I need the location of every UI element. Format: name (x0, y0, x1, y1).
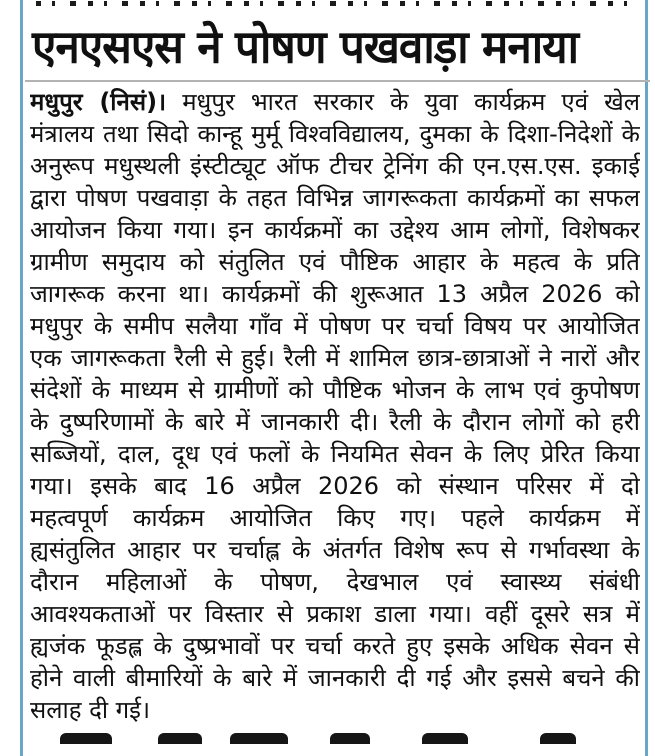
body-line: सब्जियों, दाल, दूध एवं फलों के नियमित सेवन के लिए प्रेरित किया (30, 439, 640, 468)
cropped-glyph-fragment (540, 733, 576, 744)
body-line: आयोजन किया गया। इन कार्यक्रमों का उद्देश्य आम लोगों, विशेषकर (30, 215, 640, 244)
article-headline: एनएसएस ने पोषण पखवाड़ा मनाया (32, 21, 579, 75)
body-line: एक जागरूकता रैली से हुई। रैली में शामिल छात्र-छात्राओं ने नारों और (30, 343, 640, 372)
body-line: दौरान महिलाओं के पोषण, देखभाल एवं स्वास्थ्य संबंधी (30, 567, 640, 596)
dateline: मधुपुर (निसं)। (30, 87, 167, 116)
body-line: अनुरूप मधुस्थली इंस्टीट्यूट ऑफ टीचर ट्रेनिंग की एन.एस.एस. इकाई (30, 151, 640, 180)
body-line: सलाह दी गई। (30, 695, 151, 724)
right-column-rule (645, 0, 648, 756)
headline-divider-rule (25, 80, 650, 82)
cropped-bottom-line (30, 730, 640, 744)
body-line (30, 86, 640, 118)
article-column (30, 0, 640, 744)
left-column-rule (20, 0, 23, 756)
cropped-glyph-fragment (330, 733, 370, 744)
body-line: महत्वपूर्ण कार्यक्रम आयोजित किए गए। पहले कार्यक्रम में (30, 503, 640, 532)
cropped-glyph-fragment (230, 733, 288, 744)
cropped-glyph-fragment (60, 733, 112, 744)
body-line: ह्यसंतुलित आहार पर चर्चाह्ल के अंतर्गत विशेष रूप से गर्भावस्था के (30, 535, 640, 564)
body-line: ह्यजंक फूडह्ल के दुष्प्रभावों पर चर्चा करते हुए इसके अधिक सेवन से (30, 631, 640, 660)
cropped-top-line (30, 0, 640, 13)
body-line: जागरूक करना था। कार्यक्रमों की शुरूआत 13 अप्रैल 2026 को (30, 279, 640, 308)
article-body (30, 86, 640, 726)
body-line: संदेशों के माध्यम से ग्रामीणों को पौष्टिक भोजन के लाभ एवं कुपोषण (30, 375, 640, 404)
cropped-text-fragments (36, 1, 636, 6)
body-line: मधुपुर के समीप सलैया गाँव में पोषण पर चर्चा विषय पर आयोजित (30, 311, 640, 340)
body-line-text: मधुपुर भारत सरकार के युवा कार्यक्रम एवं खेल (182, 87, 640, 116)
body-line: गया। इसके बाद 16 अप्रैल 2026 को संस्थान परिसर में दो (30, 471, 640, 500)
body-line: होने वाली बीमारियों के बारे में जानकारी दी गई और इससे बचने की (30, 663, 640, 692)
body-line: आवश्यकताओं पर विस्तार से प्रकाश डाला गया। वहीं दूसरे सत्र में (30, 599, 640, 628)
body-line: ग्रामीण समुदाय को संतुलित एवं पौष्टिक आहार के महत्व के प्रति (30, 247, 640, 276)
body-line: के दुष्परिणामों के बारे में जानकारी दी। रैली के दौरान लोगों को हरी (30, 407, 640, 436)
body-line: मंत्रालय तथा सिदो कान्हू मुर्मू विश्वविद्यालय, दुमका के दिशा-निदेशों के (30, 119, 640, 148)
body-line: द्वारा पोषण पखवाड़ा के तहत विभिन्न जागरूकता कार्यक्रमों का सफल (30, 183, 640, 212)
cropped-glyph-fragment (158, 733, 202, 744)
cropped-glyph-fragment (422, 733, 468, 744)
